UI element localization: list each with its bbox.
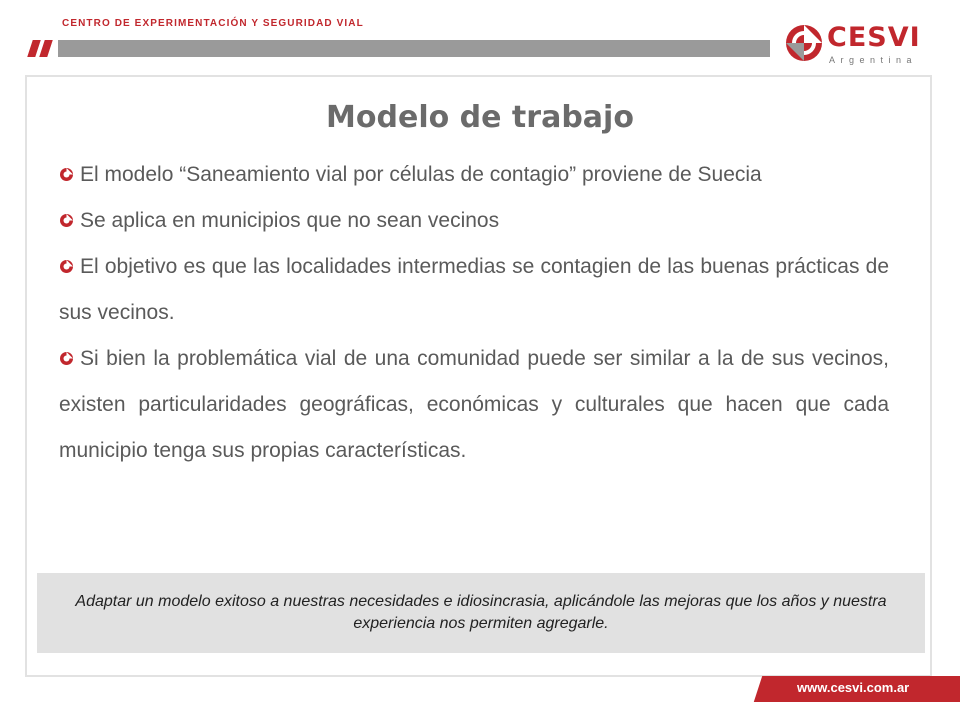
bullet-item (59, 336, 889, 474)
logo-brand: CESVI (827, 22, 921, 53)
slide-title: Modelo de trabajo (326, 100, 634, 135)
bullet-text: El modelo “Saneamiento vial por células de contagio” proviene de Suecia (80, 163, 762, 186)
header-bar (58, 40, 770, 57)
bullet-icon (59, 167, 74, 182)
header-title: CENTRO DE EXPERIMENTACIÓN Y SEGURIDAD VIAL (62, 18, 364, 29)
footer-url: www.cesvi.com.ar (797, 680, 910, 695)
bullet-icon (59, 351, 74, 366)
bullet-text: Se aplica en municipios que no sean vecinos (80, 209, 500, 232)
header-slash-right (39, 40, 53, 57)
bullet-item (59, 244, 889, 336)
bullet-item (59, 152, 889, 198)
callout-box: Adaptar un modelo exitoso a nuestras necesidades e idiosincrasia, aplicándole las mejoras que los años y nuestra experiencia nos permiten agregarle. (37, 573, 925, 653)
bullet-icon (59, 259, 74, 274)
logo-subtitle: Argentina (829, 55, 918, 65)
cesvi-logo (783, 18, 933, 68)
bullet-icon (59, 213, 74, 228)
bullet-list (59, 152, 889, 474)
bullet-item (59, 198, 889, 244)
bullet-text: El objetivo es que las localidades intermedias se contagien de las buenas prácticas de sus vecinos. (59, 255, 889, 324)
header-slash-left (27, 40, 41, 57)
bullet-text: Si bien la problemática vial de una comunidad puede ser similar a la de sus vecinos, existen particularidades geográficas, económicas y culturales que hacen que cada municipio tenga sus propias características. (59, 347, 889, 462)
logo-emblem-icon (783, 22, 825, 64)
